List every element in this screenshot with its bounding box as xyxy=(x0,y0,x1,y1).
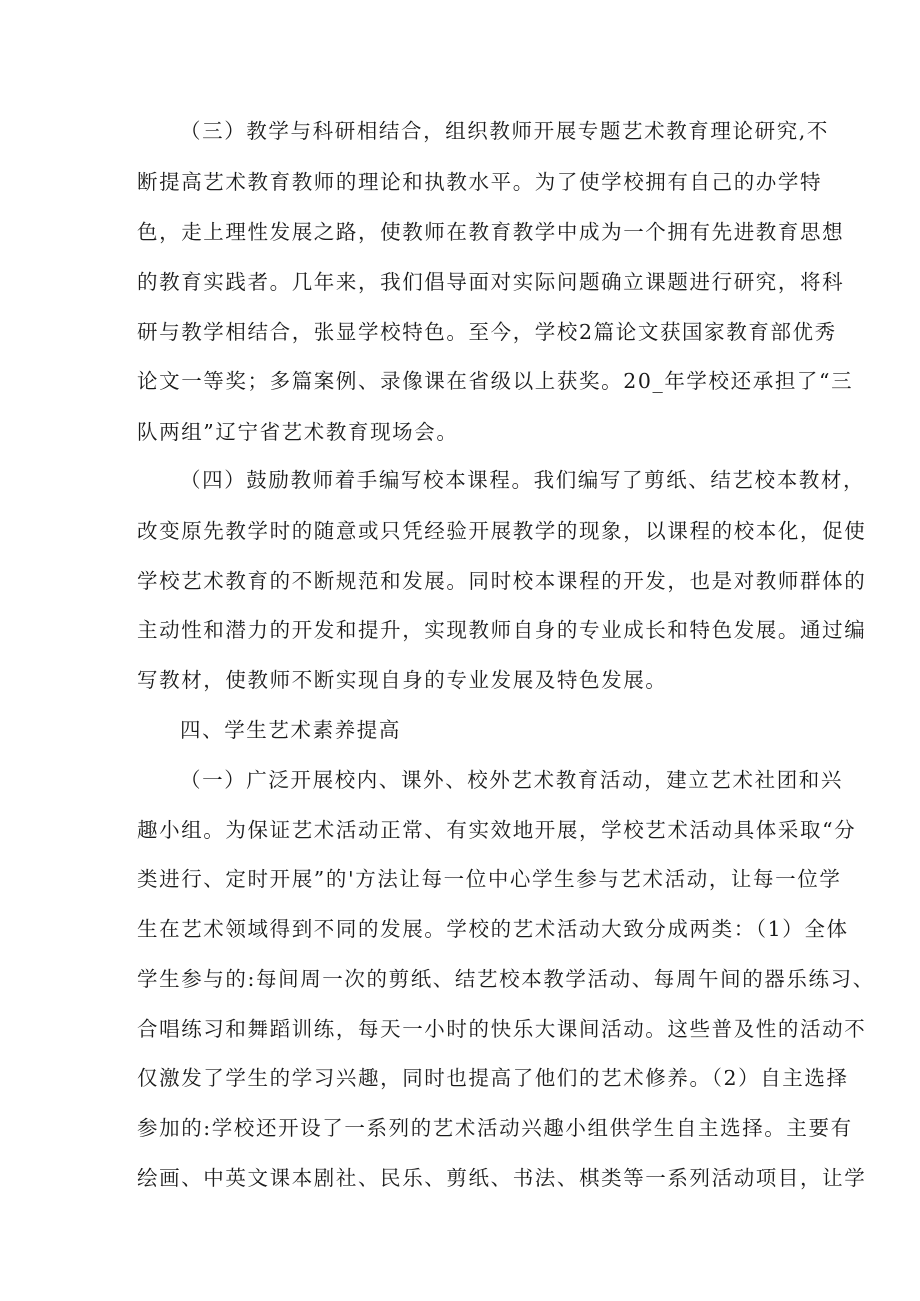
paragraph-3-line: 队两组”辽宁省艺术教育现场会。 xyxy=(137,420,459,444)
paragraph-section4-1-line: 生在艺术领域得到不同的发展。学校的艺术活动大致分成两类：（1）全体 xyxy=(137,917,849,941)
paragraph-section4-1-line: 仅激发了学生的学习兴趣，同时也提高了他们的艺术修养。（2）自主选择 xyxy=(137,1066,849,1090)
paragraph-4-line: 改变原先教学时的随意或只凭经验开展教学的现象，以课程的校本化，促使 xyxy=(137,519,867,543)
section-heading: 四、学生艺术素养提高 xyxy=(180,718,401,742)
paragraph-section4-1-line: 合唱练习和舞蹈训练，每天一小时的快乐大课间活动。这些普及性的活动不 xyxy=(137,1017,867,1041)
paragraph-section4-1-line: 趣小组。为保证艺术活动正常、有实效地开展，学校艺术活动具体采取“分 xyxy=(137,818,857,842)
paragraph-section4-1-line: 绘画、中英文课本剧社、民乐、剪纸、书法、棋类等一系列活动项目，让学 xyxy=(137,1166,867,1190)
paragraph-3-line: 的教育实践者。几年来，我们倡导面对实际问题确立课题进行研究，将科 xyxy=(137,270,845,294)
paragraph-3-line: （三）教学与科研相结合，组织教师开展专题艺术教育理论研究,不 xyxy=(180,119,830,143)
paragraph-3-line: 断提高艺术教育教师的理论和执教水平。为了使学校拥有自己的办学特 xyxy=(137,170,823,194)
paragraph-4-line: （四）鼓励教师着手编写校本课程。我们编写了剪纸、结艺校本教材， xyxy=(180,468,866,492)
paragraph-section4-1-line: 参加的:学校还开设了一系列的艺术活动兴趣小组供学生自主选择。主要有 xyxy=(137,1116,853,1140)
paragraph-4-line: 学校艺术教育的不断规范和发展。同时校本课程的开发，也是对教师群体的 xyxy=(137,569,867,593)
paragraph-3-line: 论文一等奖；多篇案例、录像课在省级以上获奖。20_年学校还承担了“三 xyxy=(137,369,854,393)
paragraph-3-line: 色，走上理性发展之路，使教师在教育教学中成为一个拥有先进教育思想 xyxy=(137,220,845,244)
paragraph-4-line: 写教材，使教师不断实现自身的专业发展及特色发展。 xyxy=(137,668,668,692)
paragraph-3-line: 研与教学相结合，张显学校特色。至今，学校2篇论文获国家教育部优秀 xyxy=(137,320,837,344)
paragraph-section4-1-line: 学生参与的:每间周一次的剪纸、结艺校本教学活动、每周午间的器乐练习、 xyxy=(137,967,875,991)
paragraph-section4-1-line: 类进行、定时开展”的'方法让每一位中心学生参与艺术活动，让每一位学 xyxy=(137,867,842,891)
paragraph-section4-1-line: （一）广泛开展校内、课外、校外艺术教育活动，建立艺术社团和兴 xyxy=(180,768,843,792)
paragraph-4-line: 主动性和潜力的开发和提升，实现教师自身的专业成长和特色发展。通过编 xyxy=(137,618,867,642)
